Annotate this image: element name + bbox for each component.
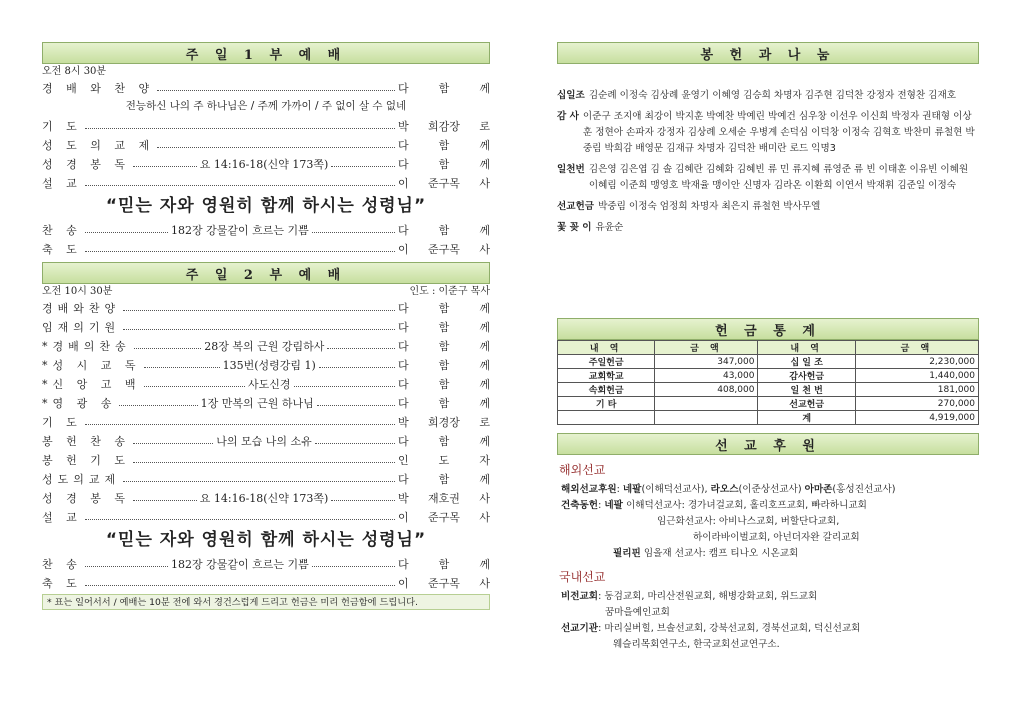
- abroad-mission-list: [557, 482, 979, 562]
- order-person-part: 께: [479, 434, 490, 448]
- order-label: 성 경 봉 독: [42, 491, 130, 505]
- order-person-part: 함: [438, 223, 450, 237]
- order-person-part: 함: [438, 339, 450, 353]
- order-person: [398, 452, 490, 468]
- order-person-part: 다: [398, 157, 409, 171]
- order-person-part: 께: [479, 81, 490, 95]
- order-person-part: 다: [398, 472, 409, 486]
- stats-cell: 교회학교: [558, 369, 655, 383]
- stats-cell: 347,000: [655, 355, 758, 369]
- order-person-part: 이: [398, 510, 409, 524]
- order-row: [42, 393, 490, 412]
- dot-leader: [85, 579, 395, 586]
- dot-leader: [144, 380, 246, 387]
- domestic-mission-list: [557, 589, 979, 653]
- order-person: [398, 575, 490, 591]
- order-label: 찬 송: [42, 557, 82, 571]
- order-person-part: 다: [398, 434, 409, 448]
- order-person: [398, 433, 490, 449]
- order-detail: 요 14:16-18(신약 173쪽): [199, 491, 329, 505]
- order-person-part: 함: [438, 138, 450, 152]
- order-row: [42, 298, 490, 317]
- order-person-part: 함: [438, 557, 450, 571]
- standing-note: * 표는 일어서서 / 예배는 10분 전에 와서 경건스럽게 드리고 헌금은 미리 헌금함에 드립니다.: [42, 594, 490, 610]
- mission-line: 꿈마을예인교회: [605, 607, 670, 618]
- stats-row: [558, 383, 979, 397]
- order-person: [398, 137, 490, 153]
- offering-group-title: 감 사: [557, 111, 579, 122]
- order-person-part: 희감장: [428, 119, 460, 133]
- stats-header: 헌 금 통 계: [557, 318, 979, 340]
- order-person: [398, 118, 490, 134]
- order-person-part: 께: [479, 377, 490, 391]
- order-person-part: 함: [438, 81, 450, 95]
- order-row: [42, 336, 490, 355]
- offering-stats-table: [557, 340, 979, 425]
- offering-group-names: 이준구 조지애 최강이 박지훈 박예찬 박예린 박예건 심우창 이선우 이신희 박정자 권태형 이상훈 정현아 손파자 강정자 김상례 오세순 우병계 손덕심 이덕창 이정숙 김혁호 박찬미 류철현 박중림 박희감 배영문 김재규 차명자 김덕찬 배미란 로드 익명3: [582, 111, 975, 154]
- stats-row: [558, 369, 979, 383]
- order-row: [42, 450, 490, 469]
- order-label: *성 시 교 독: [42, 358, 141, 372]
- order-label: *경배의찬송: [42, 339, 131, 353]
- order-person-part: 사: [479, 242, 490, 256]
- order-detail: 182장 강물같이 흐르는 기쁨: [171, 223, 309, 237]
- order-label: 설 교: [42, 510, 82, 524]
- right-column: [557, 42, 979, 653]
- mission-line: 선교기관: 마리실버힐, 브솔선교회, 강북선교회, 경북선교회, 덕신선교회: [561, 623, 861, 634]
- offering-group: [557, 199, 979, 215]
- order-person: [398, 222, 490, 238]
- order-label: 성도의교제: [42, 472, 121, 486]
- order-detail: 1장 만복의 근원 하나님: [200, 396, 314, 410]
- order-row: [42, 239, 490, 258]
- order-person: [398, 241, 490, 257]
- stats-cell: 속회헌금: [558, 383, 655, 397]
- order-person-part: 사: [479, 576, 490, 590]
- order-label: *신 앙 고 백: [42, 377, 141, 391]
- order-detail: 182장 강물같이 흐르는 기쁨: [171, 557, 309, 571]
- offering-group-title: 일천번: [557, 164, 585, 175]
- order-label: 경 배 와 찬 양: [42, 81, 155, 95]
- offering-group-names: 유윤순: [595, 222, 624, 233]
- offering-group-title: 선교헌금: [557, 201, 595, 212]
- dot-leader: [294, 380, 396, 387]
- order-person-part: 함: [438, 358, 450, 372]
- order-row: [42, 554, 490, 573]
- service1-order: [42, 78, 490, 258]
- order-person-part: 께: [479, 320, 490, 334]
- order-row: [42, 573, 490, 592]
- stats-header-cell: 내 역: [758, 341, 855, 355]
- service1-time: 오전 8시 30분: [42, 66, 107, 77]
- order-label: 찬 송: [42, 223, 82, 237]
- stats-cell: 십 일 조: [758, 355, 855, 369]
- order-person-part: 함: [438, 320, 450, 334]
- order-person: [398, 338, 490, 354]
- order-person: [398, 300, 490, 316]
- offering-list: [557, 88, 979, 318]
- stats-cell: 일 천 번: [758, 383, 855, 397]
- dot-leader: [331, 494, 395, 501]
- order-person-part: 께: [479, 301, 490, 315]
- order-detail: 135번(성령강림 1): [222, 358, 316, 372]
- order-person-part: 께: [479, 223, 490, 237]
- order-person-part: 다: [398, 81, 409, 95]
- order-row: [42, 78, 490, 97]
- offering-group-names: 박중림 이정숙 엄정희 차명자 최은지 류철현 박사무엘: [598, 201, 821, 212]
- stats-row: [558, 355, 979, 369]
- stats-header-cell: 금 액: [855, 341, 978, 355]
- order-person-part: 다: [398, 557, 409, 571]
- offering-group: [557, 88, 979, 104]
- order-person-part: 함: [438, 377, 450, 391]
- mission-line: 건축동헌: 네팔 이해덕선교사: 경가녀걸교회, 홀리호프교회, 빠라하니교회: [561, 500, 867, 511]
- dot-leader: [312, 226, 395, 233]
- stats-cell: 43,000: [655, 369, 758, 383]
- dot-leader: [85, 122, 395, 129]
- order-person-part: 로: [479, 415, 490, 429]
- order-row: [42, 355, 490, 374]
- dot-leader: [319, 361, 395, 368]
- order-person: [398, 414, 490, 430]
- order-row: [42, 431, 490, 450]
- order-person: [398, 80, 490, 96]
- order-person-part: 사: [479, 176, 490, 190]
- domestic-mission-title: 국내선교: [559, 570, 606, 584]
- order-label: 설 교: [42, 176, 82, 190]
- service1-header: 주 일 1 부 예 배: [42, 42, 490, 64]
- stats-cell: 주일헌금: [558, 355, 655, 369]
- dot-leader: [133, 456, 395, 463]
- order-person-part: 께: [479, 472, 490, 486]
- order-person-part: 께: [479, 157, 490, 171]
- dot-leader: [157, 141, 395, 148]
- stats-cell: 270,000: [855, 397, 978, 411]
- stats-cell: 기 타: [558, 397, 655, 411]
- order-person-part: 다: [398, 320, 409, 334]
- offering-group-title: 십일조: [557, 90, 585, 101]
- order-person-part: 재호권: [428, 491, 460, 505]
- dot-leader: [144, 361, 220, 368]
- order-row: [42, 469, 490, 488]
- order-detail: 사도신경: [248, 377, 291, 391]
- order-person-part: 함: [438, 472, 450, 486]
- order-person-part: 께: [479, 557, 490, 571]
- dot-leader: [312, 560, 395, 567]
- stats-header-cell: 내 역: [558, 341, 655, 355]
- dot-leader: [123, 304, 395, 311]
- order-person-part: 도: [438, 453, 450, 467]
- dot-leader: [123, 323, 395, 330]
- order-person-part: 다: [398, 396, 409, 410]
- hymn-motto: 전능하신 나의 주 하나님은 / 주께 가까이 / 주 없이 살 수 없네: [125, 100, 407, 112]
- dot-leader: [331, 160, 395, 167]
- order-person-part: 다: [398, 358, 409, 372]
- offering-group: [557, 220, 979, 236]
- left-column: [42, 42, 490, 610]
- sermon-title: “믿는 자와 영원히 함께 하시는 성령님”: [105, 196, 427, 216]
- mission-line: 하이라바이벌교회, 아넌더자완 갈리교회: [693, 532, 860, 543]
- order-person: [398, 156, 490, 172]
- stats-cell: 계: [758, 411, 855, 425]
- dot-leader: [327, 342, 395, 349]
- order-row: [42, 412, 490, 431]
- order-person-part: 이: [398, 176, 409, 190]
- order-person-part: 다: [398, 339, 409, 353]
- order-person: [398, 471, 490, 487]
- order-person-part: 께: [479, 396, 490, 410]
- order-label: 기 도: [42, 119, 82, 133]
- order-row: [42, 488, 490, 507]
- stats-cell: [558, 411, 655, 425]
- dot-leader: [133, 160, 197, 167]
- service2-leader: 인도 : 이준구 목사: [409, 286, 490, 297]
- stats-cell: 408,000: [655, 383, 758, 397]
- order-person: [398, 357, 490, 373]
- mission-line: 임근화선교사: 아비나스교회, 버할단다교회,: [657, 516, 840, 527]
- stats-row: [558, 411, 979, 425]
- offering-header: 봉 헌 과 나 눔: [557, 42, 979, 64]
- order-person-part: 다: [398, 301, 409, 315]
- order-person-part: 준구목: [428, 176, 460, 190]
- stats-cell: 4,919,000: [855, 411, 978, 425]
- order-person: [398, 490, 490, 506]
- stats-cell: 181,000: [855, 383, 978, 397]
- order-detail: 28장 복의 근원 강림하사: [204, 339, 325, 353]
- order-label: 봉 헌 기 도: [42, 453, 130, 467]
- offering-group-title: 꽃 꽂 이: [557, 222, 592, 233]
- order-label: 봉 헌 찬 송: [42, 434, 130, 448]
- dot-leader: [85, 179, 395, 186]
- dot-leader: [85, 226, 168, 233]
- order-person-part: 함: [438, 157, 450, 171]
- dot-leader: [119, 399, 197, 406]
- stats-cell: 감사헌금: [758, 369, 855, 383]
- order-label: *영 광 송: [42, 396, 117, 410]
- stats-cell: [655, 411, 758, 425]
- order-row: [42, 220, 490, 239]
- order-person-part: 이: [398, 576, 409, 590]
- abroad-mission-title: 해외선교: [559, 463, 606, 477]
- order-detail: 요 14:16-18(신약 173쪽): [199, 157, 329, 171]
- order-label: 경배와찬양: [42, 301, 121, 315]
- dot-leader: [317, 399, 395, 406]
- dot-leader: [85, 245, 395, 252]
- service2-order: [42, 298, 490, 592]
- service2-header: 주 일 2 부 예 배: [42, 262, 490, 284]
- order-row: [42, 135, 490, 154]
- service2-time: 오전 10시 30분: [42, 286, 113, 297]
- order-person-part: 준구목: [428, 242, 460, 256]
- stats-cell: 선교헌금: [758, 397, 855, 411]
- order-label: 성 도 의 교 제: [42, 138, 155, 152]
- order-person-part: 함: [438, 434, 450, 448]
- order-person-part: 인: [398, 453, 409, 467]
- offering-group: [557, 109, 979, 157]
- dot-leader: [134, 342, 202, 349]
- order-person-part: 로: [479, 119, 490, 133]
- dot-leader: [85, 418, 395, 425]
- dot-leader: [85, 560, 168, 567]
- order-row: [42, 374, 490, 393]
- order-person-part: 박: [398, 491, 409, 505]
- order-row: [42, 116, 490, 135]
- sermon-title: “믿는 자와 영원히 함께 하시는 성령님”: [105, 530, 427, 550]
- order-label: 성 경 봉 독: [42, 157, 130, 171]
- order-person-part: 함: [438, 301, 450, 315]
- order-person-part: 희경장: [428, 415, 460, 429]
- order-person-part: 함: [438, 396, 450, 410]
- order-row: [42, 507, 490, 526]
- order-person: [398, 395, 490, 411]
- order-row: [42, 154, 490, 173]
- order-person-part: 준구목: [428, 576, 460, 590]
- order-person: [398, 556, 490, 572]
- order-person-part: 사: [479, 491, 490, 505]
- order-person-part: 사: [479, 510, 490, 524]
- order-person-part: 이: [398, 242, 409, 256]
- order-person-part: 자: [479, 453, 490, 467]
- offering-group-names: 김은영 김은엽 김 솔 김혜란 김혜화 김혜빈 류 민 류지혜 류영준 류 빈 이태훈 이유빈 이혜원 이혜림 이준희 맹영호 박재율 맹이안 신명자 김라온 이환희 이연서 박재휘 김준일 이정숙: [588, 164, 969, 191]
- order-person: [398, 175, 490, 191]
- order-person-part: 박: [398, 415, 409, 429]
- order-label: 기 도: [42, 415, 82, 429]
- order-detail: 나의 모습 나의 소유: [216, 434, 312, 448]
- dot-leader: [157, 84, 395, 91]
- stats-header-cell: 금 액: [655, 341, 758, 355]
- mission-header: 선 교 후 원: [557, 433, 979, 455]
- stats-cell: 2,230,000: [855, 355, 978, 369]
- stats-cell: 1,440,000: [855, 369, 978, 383]
- mission-line: 웨슬리목회연구소, 한국교회선교연구소.: [613, 639, 780, 650]
- order-person-part: 박: [398, 119, 409, 133]
- order-person-part: 께: [479, 138, 490, 152]
- order-label: 축 도: [42, 242, 82, 256]
- order-person-part: 다: [398, 377, 409, 391]
- order-person: [398, 509, 490, 525]
- dot-leader: [133, 437, 213, 444]
- dot-leader: [133, 494, 197, 501]
- offering-group-names: 김순례 이정숙 김상례 윤영기 이혜영 김승희 차명자 김주현 김덕찬 강정자 전형찬 김재호: [588, 90, 956, 101]
- mission-line: 해외선교후원: 네팔(이해덕선교사), 라오스(이준상선교사) 아마존(홍성진선교사): [561, 484, 896, 495]
- order-person: [398, 319, 490, 335]
- order-person-part: 준구목: [428, 510, 460, 524]
- order-person: [398, 376, 490, 392]
- mission-line: 필리핀 임올재 선교사: 캠프 티나오 시온교회: [613, 548, 799, 559]
- stats-row: [558, 397, 979, 411]
- order-label: 축 도: [42, 576, 82, 590]
- stats-cell: [655, 397, 758, 411]
- dot-leader: [123, 475, 395, 482]
- order-person-part: 께: [479, 339, 490, 353]
- order-label: 임재의기원: [42, 320, 121, 334]
- mission-line: 비전교회: 동검교회, 마리산전원교회, 해병강화교회, 위드교회: [561, 591, 818, 602]
- order-person-part: 다: [398, 223, 409, 237]
- order-row: [42, 317, 490, 336]
- dot-leader: [85, 513, 395, 520]
- order-person-part: 다: [398, 138, 409, 152]
- order-row: [42, 173, 490, 192]
- dot-leader: [315, 437, 395, 444]
- offering-group: [557, 162, 979, 194]
- order-person-part: 께: [479, 358, 490, 372]
